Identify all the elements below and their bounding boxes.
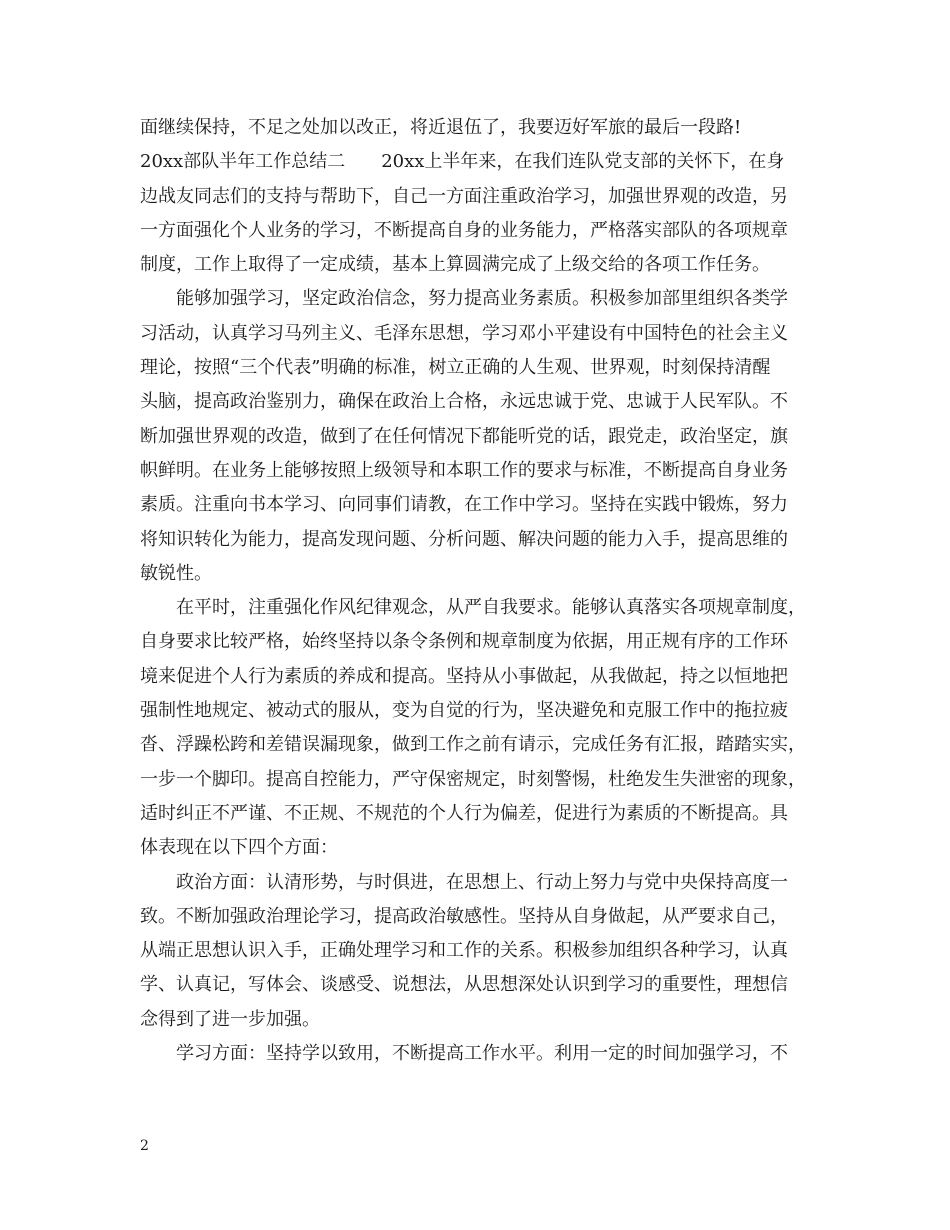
text-line: 制度，工作上取得了一定成绩，基本上算圆满完成了上级交给的各项工作任务。 bbox=[140, 254, 770, 276]
text-line: 理论，按照“三个代表”明确的标准，树立正确的人生观、世界观，时刻保持清醒 bbox=[140, 357, 771, 379]
text-line: 在平时，注重强化作风纪律观念，从严自我要求。能够认真落实各项规章制度， bbox=[140, 597, 806, 619]
text-line: 学、认真记，写体会、谈感受、说想法，从思想深处认识到学习的重要性，理想信 bbox=[140, 974, 788, 996]
text-line: 政治方面：认清形势，与时俱进，在思想上、行动上努力与党中央保持高度一 bbox=[140, 871, 788, 893]
text-line: 念得到了进一步加强。 bbox=[140, 1008, 320, 1030]
text-line: 20xx部队半年工作总结二 20xx上半年来，在我们连队党支部的关怀下，在身 bbox=[140, 151, 785, 173]
text-line: 致。不断加强政治理论学习，提高政治敏感性。坚持从自身做起，从严要求自己， bbox=[140, 905, 788, 927]
text-line: 边战友同志们的支持与帮助下，自己一方面注重政治学习，加强世界观的改造，另 bbox=[140, 185, 788, 207]
text-line: 将知识转化为能力，提高发现问题、分析问题、解决问题的能力入手，提高思维的 bbox=[140, 528, 788, 550]
text-line: 素质。注重向书本学习、向同事们请教，在工作中学习。坚持在实践中锻炼，努力 bbox=[140, 494, 788, 516]
text-line: 习活动，认真学习马列主义、毛泽东思想，学习邓小平建设有中国特色的社会主义 bbox=[140, 322, 788, 344]
text-line: 面继续保持，不足之处加以改正，将近退伍了，我要迈好军旅的最后一段路! bbox=[140, 117, 742, 138]
text-line: 一步一个脚印。提高自控能力，严守保密规定，时刻警惕，杜绝发生失泄密的现象， bbox=[140, 768, 806, 790]
text-line: 学习方面：坚持学以致用，不断提高工作水平。利用一定的时间加强学习，不 bbox=[140, 1043, 788, 1065]
text-line: 沓、浮躁松跨和差错误漏现象，做到工作之前有请示，完成任务有汇报，踏踏实实， bbox=[140, 734, 806, 756]
text-line: 一方面强化个人业务的学习，不断提高自身的业务能力，严格落实部队的各项规章 bbox=[140, 219, 788, 241]
text-line: 境来促进个人行为素质的养成和提高。坚持从小事做起，从我做起，持之以恒地把 bbox=[140, 665, 788, 687]
text-line: 断加强世界观的改造，做到了在任何情况下都能听党的话，跟党走，政治坚定，旗 bbox=[140, 425, 788, 447]
text-line: 头脑，提高政治鉴别力，确保在政治上合格，永远忠诚于党、忠诚于人民军队。不 bbox=[140, 391, 788, 413]
document-body bbox=[140, 111, 815, 1071]
page-number: 2 bbox=[140, 1138, 149, 1154]
text-line: 帜鲜明。在业务上能够按照上级领导和本职工作的要求与标准，不断提高自身业务 bbox=[140, 459, 788, 481]
text-line: 体表现在以下四个方面： bbox=[140, 837, 338, 859]
text-line: 强制性地规定、被动式的服从，变为自觉的行为，坚决避免和克服工作中的拖拉疲 bbox=[140, 700, 788, 722]
text-line: 适时纠正不严谨、不正规、不规范的个人行为偏差，促进行为素质的不断提高。具 bbox=[140, 802, 788, 824]
text-line: 敏锐性。 bbox=[140, 562, 212, 584]
text-line: 能够加强学习，坚定政治信念，努力提高业务素质。积极参加部里组织各类学 bbox=[140, 288, 788, 310]
text-line: 自身要求比较严格，始终坚持以条令条例和规章制度为依据，用正规有序的工作环 bbox=[140, 631, 788, 653]
text-line: 从端正思想认识入手，正确处理学习和工作的关系。积极参加组织各种学习，认真 bbox=[140, 940, 788, 962]
